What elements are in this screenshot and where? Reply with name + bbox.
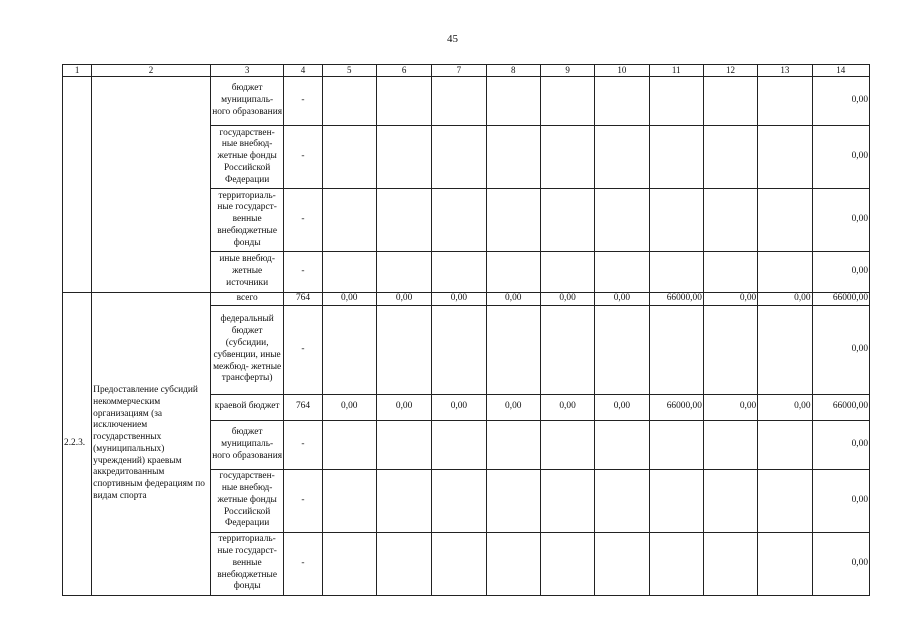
value-cell-col13 <box>758 189 812 252</box>
funding-source-cell: бюджет муниципаль- ного образования <box>210 420 283 469</box>
value-cell-col6 <box>376 469 431 532</box>
value-cell-col8 <box>486 77 540 126</box>
value-cell-col6 <box>376 420 431 469</box>
value-cell-col6 <box>376 252 431 293</box>
value-cell-col4: - <box>284 532 322 595</box>
value-cell-col14: 0,00 <box>812 420 869 469</box>
total-cell-col14: 0,00 <box>812 252 869 293</box>
value-cell-col8: 0,00 <box>486 394 540 420</box>
value-cell-col12: 0,00 <box>703 293 757 306</box>
funding-source-cell: территориаль- ные государст- венные внебюджетные фонды <box>210 189 283 252</box>
value-cell-col7 <box>432 532 486 595</box>
funding-source-cell: территориаль- ные государст- венные внебюджетные фонды <box>210 532 283 595</box>
value-cell-col13 <box>758 420 812 469</box>
value-cell-col12 <box>703 77 757 126</box>
value-cell-col5 <box>322 420 376 469</box>
value-cell-col7 <box>432 305 486 394</box>
column-header: 11 <box>649 65 703 77</box>
value-cell-col4: - <box>284 305 322 394</box>
column-header: 14 <box>812 65 869 77</box>
value-cell-col12 <box>703 420 757 469</box>
value-cell-col8 <box>486 532 540 595</box>
value-cell-col10 <box>595 126 649 189</box>
value-cell-col9 <box>540 305 594 394</box>
value-cell-col8 <box>486 305 540 394</box>
value-cell-col9 <box>540 469 594 532</box>
value-cell-col5: 0,00 <box>322 293 376 306</box>
value-cell-col14: 0,00 <box>812 469 869 532</box>
funding-source-cell: иные внебюд- жетные источники <box>210 252 283 293</box>
value-cell-col6 <box>376 532 431 595</box>
value-cell-col12: 0,00 <box>703 394 757 420</box>
total-cell-col14: 0,00 <box>812 189 869 252</box>
value-cell-col11 <box>649 469 703 532</box>
page-number: 45 <box>447 33 458 45</box>
value-cell-col5 <box>322 252 376 293</box>
value-cell-col7: 0,00 <box>432 293 486 306</box>
value-cell-col11 <box>649 252 703 293</box>
table-row <box>63 77 870 126</box>
value-cell-col6 <box>376 126 431 189</box>
value-cell-col10: 0,00 <box>595 293 649 306</box>
value-cell-col9 <box>540 532 594 595</box>
value-cell-col4: - <box>284 126 322 189</box>
column-header: 7 <box>432 65 486 77</box>
value-cell-col5 <box>322 305 376 394</box>
value-cell-col6 <box>376 77 431 126</box>
value-cell-col11 <box>649 420 703 469</box>
value-cell-col11 <box>649 189 703 252</box>
column-header: 6 <box>376 65 431 77</box>
value-cell-col5: 0,00 <box>322 394 376 420</box>
value-cell-col8 <box>486 189 540 252</box>
value-cell-col5 <box>322 189 376 252</box>
value-cell-col5 <box>322 469 376 532</box>
value-cell-col13 <box>758 305 812 394</box>
column-header: 2 <box>92 65 211 77</box>
value-cell-col8 <box>486 469 540 532</box>
value-cell-col13 <box>758 77 812 126</box>
value-cell-col14: 66000,00 <box>812 394 869 420</box>
value-cell-col9: 0,00 <box>540 293 594 306</box>
funding-source-cell: краевой бюджет <box>210 394 283 420</box>
value-cell-col4: 764 <box>284 293 322 306</box>
value-cell-col6 <box>376 189 431 252</box>
value-cell-col12 <box>703 189 757 252</box>
value-cell-col7 <box>432 189 486 252</box>
value-cell-col6: 0,00 <box>376 394 431 420</box>
funding-source-cell: бюджет муниципаль- ного образования <box>210 77 283 126</box>
value-cell-col14: 0,00 <box>812 532 869 595</box>
budget-table <box>62 64 870 596</box>
total-cell-col14: 0,00 <box>812 126 869 189</box>
value-cell-col12 <box>703 305 757 394</box>
name-cell-blank <box>92 77 211 293</box>
column-header: 3 <box>210 65 283 77</box>
column-header-row <box>63 65 870 77</box>
funding-source-cell: всего <box>210 293 283 306</box>
value-cell-col11 <box>649 77 703 126</box>
value-cell-col5 <box>322 77 376 126</box>
value-cell-col4: - <box>284 189 322 252</box>
value-cell-col9 <box>540 77 594 126</box>
column-header: 12 <box>703 65 757 77</box>
value-cell-col11 <box>649 126 703 189</box>
value-cell-col5 <box>322 126 376 189</box>
value-cell-col13 <box>758 469 812 532</box>
value-cell-col14: 66000,00 <box>812 293 869 306</box>
value-cell-col12 <box>703 126 757 189</box>
value-cell-col11: 66000,00 <box>649 293 703 306</box>
column-header: 13 <box>758 65 812 77</box>
value-cell-col6 <box>376 305 431 394</box>
value-cell-col7 <box>432 252 486 293</box>
value-cell-col10 <box>595 469 649 532</box>
value-cell-col7 <box>432 77 486 126</box>
value-cell-col10 <box>595 189 649 252</box>
value-cell-col9 <box>540 189 594 252</box>
column-header: 4 <box>284 65 322 77</box>
value-cell-col9 <box>540 420 594 469</box>
value-cell-col9 <box>540 126 594 189</box>
value-cell-col11 <box>649 532 703 595</box>
value-cell-col10 <box>595 77 649 126</box>
value-cell-col10 <box>595 420 649 469</box>
value-cell-col10 <box>595 532 649 595</box>
value-cell-col11 <box>649 305 703 394</box>
value-cell-col13: 0,00 <box>758 293 812 306</box>
value-cell-col6: 0,00 <box>376 293 431 306</box>
column-header: 1 <box>63 65 92 77</box>
column-header: 9 <box>540 65 594 77</box>
value-cell-col7 <box>432 469 486 532</box>
value-cell-col5 <box>322 532 376 595</box>
value-cell-col13: 0,00 <box>758 394 812 420</box>
column-header: 5 <box>322 65 376 77</box>
column-header: 10 <box>595 65 649 77</box>
item-code-cell: 2.2.3. <box>63 293 92 596</box>
value-cell-col4: 764 <box>284 394 322 420</box>
value-cell-col8 <box>486 420 540 469</box>
value-cell-col13 <box>758 126 812 189</box>
value-cell-col7 <box>432 126 486 189</box>
funding-source-cell: федеральный бюджет (субсидии, субвенции, иные межбюд- жетные трансферты) <box>210 305 283 394</box>
value-cell-col11: 66000,00 <box>649 394 703 420</box>
value-cell-col8 <box>486 126 540 189</box>
value-cell-col4: - <box>284 469 322 532</box>
value-cell-col12 <box>703 469 757 532</box>
value-cell-col10: 0,00 <box>595 394 649 420</box>
value-cell-col8: 0,00 <box>486 293 540 306</box>
value-cell-col7: 0,00 <box>432 394 486 420</box>
value-cell-col14: 0,00 <box>812 305 869 394</box>
column-header: 8 <box>486 65 540 77</box>
value-cell-col4: - <box>284 420 322 469</box>
value-cell-col10 <box>595 305 649 394</box>
value-cell-col13 <box>758 252 812 293</box>
total-cell-col14: 0,00 <box>812 77 869 126</box>
table-row <box>63 293 870 306</box>
value-cell-col8 <box>486 252 540 293</box>
value-cell-col4: - <box>284 252 322 293</box>
value-cell-col7 <box>432 420 486 469</box>
value-cell-col9 <box>540 252 594 293</box>
value-cell-col9: 0,00 <box>540 394 594 420</box>
value-cell-col13 <box>758 532 812 595</box>
funding-source-cell: государствен- ные внебюд- жетные фонды Российской Федерации <box>210 126 283 189</box>
value-cell-col12 <box>703 532 757 595</box>
value-cell-col4: - <box>284 77 322 126</box>
value-cell-col12 <box>703 252 757 293</box>
code-cell-blank <box>63 77 92 293</box>
item-name-cell: Предоставление субсидий некоммерческим организациям (за исключением государственных (муниципальных) учреждений) краевым аккредитованным спортивным федерациям по видам спорта <box>92 293 211 596</box>
funding-source-cell: государствен- ные внебюд- жетные фонды Российской Федерации <box>210 469 283 532</box>
value-cell-col10 <box>595 252 649 293</box>
